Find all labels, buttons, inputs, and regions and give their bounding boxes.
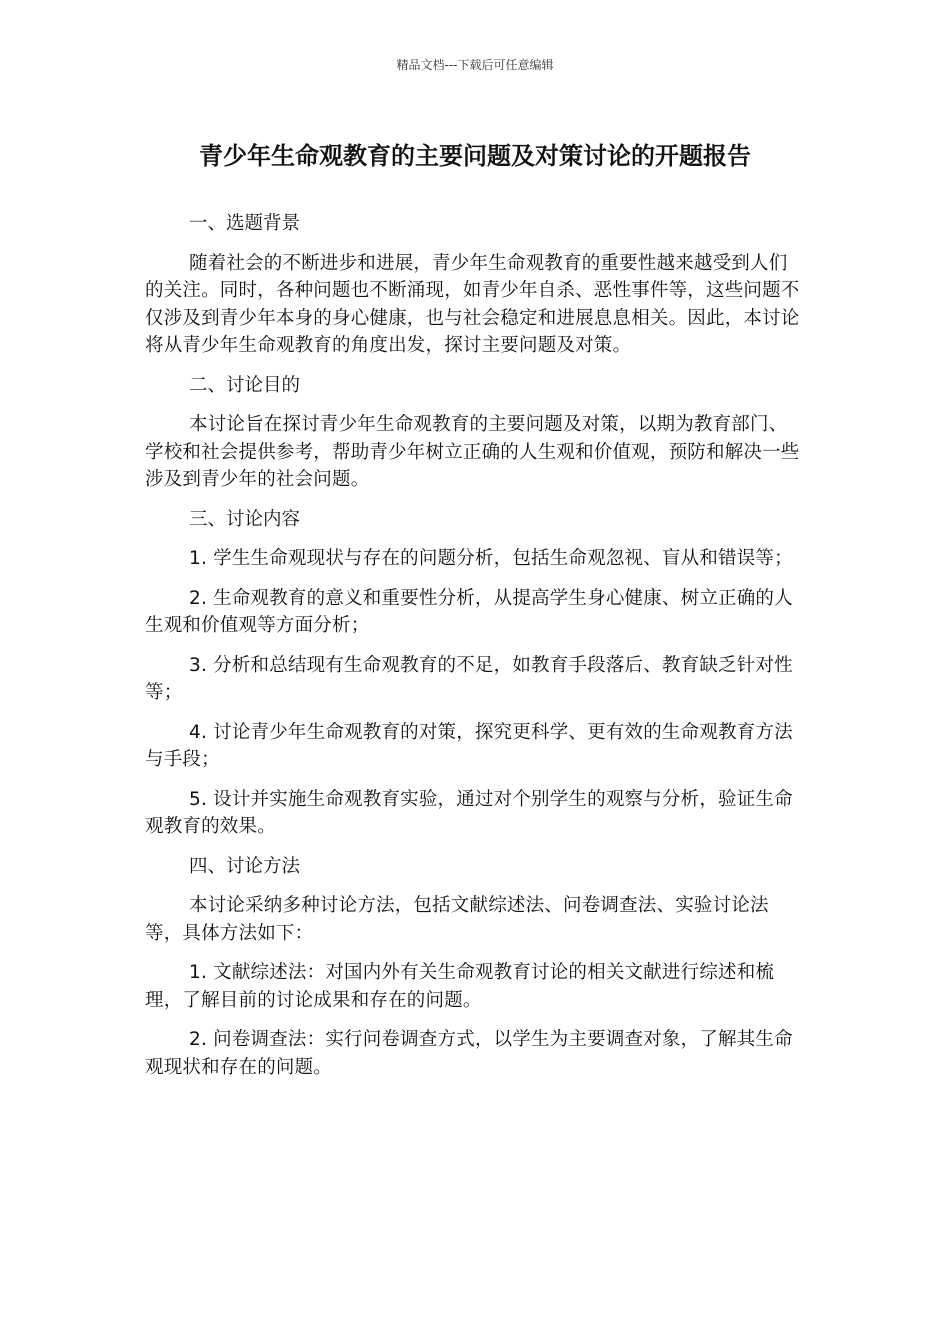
section-purpose (145, 372, 801, 494)
section-heading: 一、选题背景 (189, 213, 301, 234)
section-method (145, 853, 801, 1082)
list-item: 5. 设计并实施生命观教育实验，通过对个别学生的观察与分析，验证生命观教育的效果。 (145, 788, 793, 837)
document-body (145, 210, 801, 1093)
list-item: 2. 问卷调查法：实行问卷调查方式，以学生为主要调查对象，了解其生命观现状和存在的问题。 (145, 1029, 793, 1078)
section-heading: 二、讨论目的 (189, 374, 301, 396)
list-item: 1. 学生生命观现状与存在的问题分析，包括生命观忽视、盲从和错误等； (189, 548, 793, 569)
section-content (145, 506, 801, 841)
list-item: 2. 生命观教育的意义和重要性分析，从提高学生身心健康、树立正确的人生观和价值观等方面分析； (145, 587, 793, 636)
section-heading: 三、讨论内容 (189, 508, 301, 530)
list-item: 4. 讨论青少年生命观教育的对策，探究更科学、更有效的生命观教育方法与手段； (145, 721, 793, 770)
list-item: 1. 文献综述法：对国内外有关生命观教育讨论的相关文献进行综述和梳理，了解目前的讨论成果和存在的问题。 (145, 962, 775, 1011)
section-background (145, 210, 801, 360)
section-heading: 四、讨论方法 (189, 855, 301, 877)
document-title: 青少年生命观教育的主要问题及对策讨论的开题报告 (199, 142, 751, 170)
paragraph: 随着社会的不断进步和进展，青少年生命观教育的重要性越来越受到人们的关注。同时，各种问题也不断涌现，如青少年自杀、恶性事件等，这些问题不仅涉及到青少年本身的身心健康，也与社会稳定和进展息息相关。因此，本讨论将从青少年生命观教育的角度出发，探讨主要问题及对策。 (145, 252, 800, 356)
paragraph: 本讨论旨在探讨青少年生命观教育的主要问题及对策，以期为教育部门、学校和社会提供参考，帮助青少年树立正确的人生观和价值观，预防和解决一些涉及到青少年的社会问题。 (145, 414, 800, 490)
paragraph: 本讨论采纳多种讨论方法，包括文献综述法、问卷调查法、实验讨论法等，具体方法如下： (145, 895, 769, 944)
list-item: 3. 分析和总结现有生命观教育的不足，如教育手段落后、教育缺乏针对性等； (145, 654, 793, 703)
page-header: 精品文档---下载后可任意编辑 (396, 58, 554, 72)
